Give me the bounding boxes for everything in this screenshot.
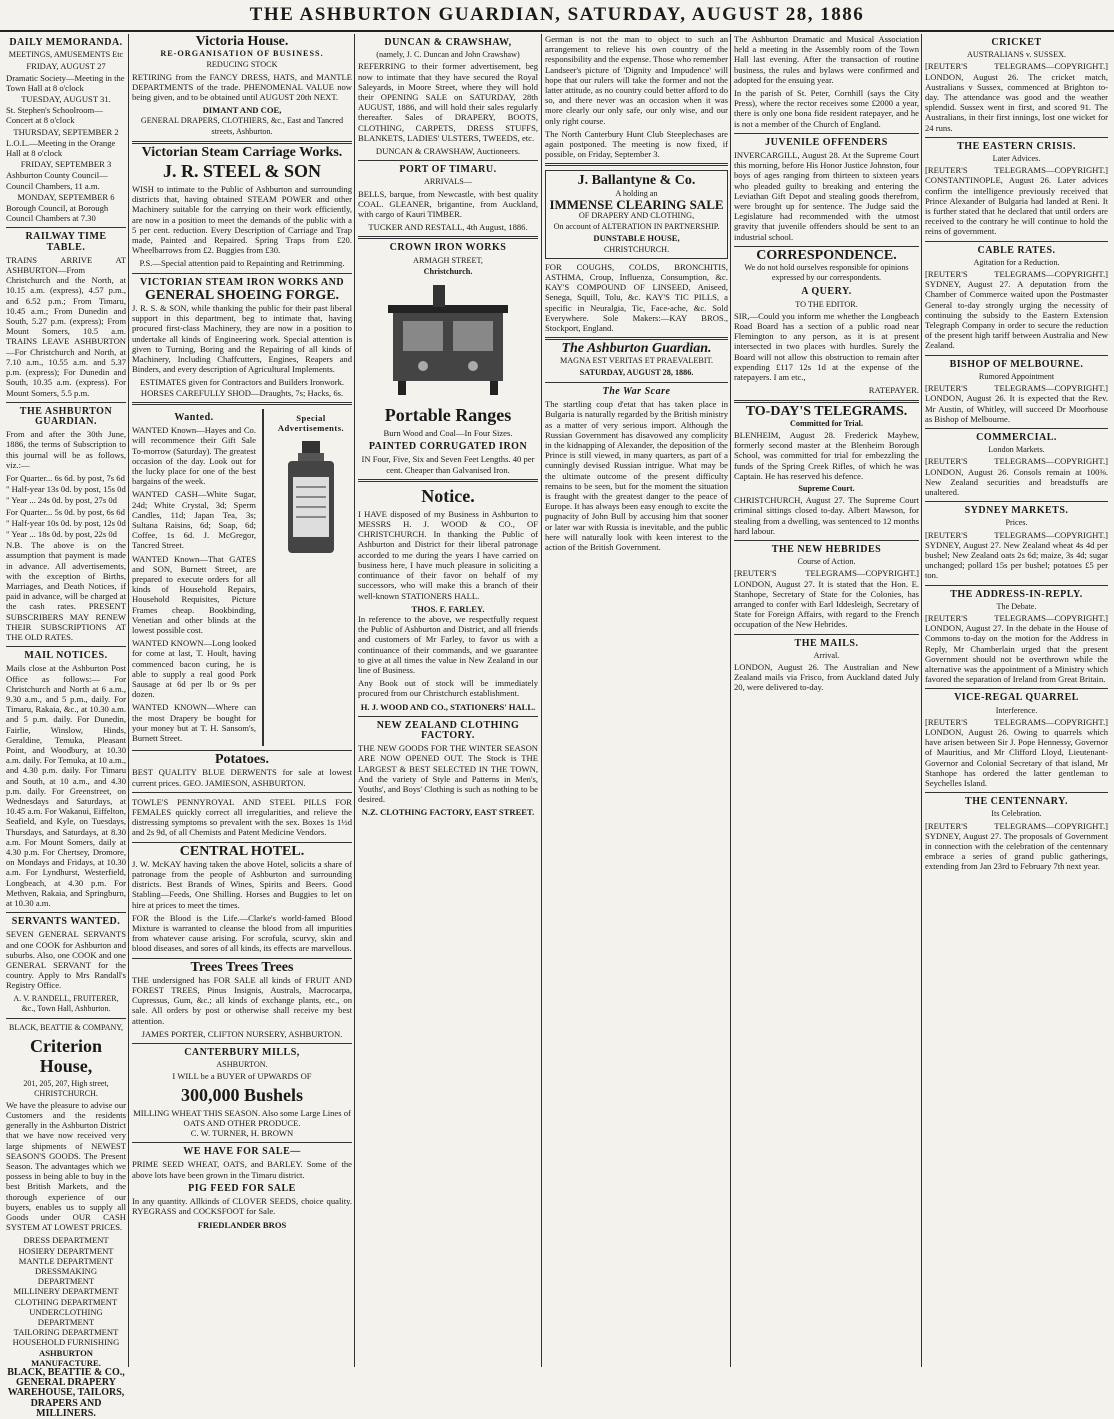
guardian-note: N.B. The above is on the assumption that payment is made in advance. All advertisements, with the exception of Births, Marriages, and Death Notices, if paid in advance, will be charged at the cash rates. PRESENT SUBSCRIBERS MAY RENEW THEIR SUBSCRIPTIONS AT THE OLD RATES. — [6, 540, 126, 642]
bal-sign2: CHRISTCHURCH. — [603, 244, 670, 254]
divider — [734, 540, 919, 541]
vr-title: VICE-REGAL QUARREL — [954, 692, 1079, 704]
column-5 — [734, 34, 919, 1367]
term-line: " Year ... 18s 0d. by post, 22s 0d — [6, 528, 117, 539]
wanted-item: WANTED CASH—White Sugar, 24d; White Crystal, 3d; Sperm Candles, 11d; Japan Tea, 3s; Sultana Raisins, 6d; Soap, 6d; Coffee, 1s 6d. J. McGregor, Tancred Street. — [132, 489, 256, 551]
memo-list — [6, 61, 126, 223]
rail-text: TRAINS ARRIVE AT ASHBURTON—From Christchurch and the North, at 10.15 a.m. (express), 4.57 p.m., and 6.52 p.m.; From Timaru, 10.45 a.m.; From Dunedin and South, 5.27 p.m. (express); From Mount Somers, 10.5 a.m. TRAINS LEAVE ASHBURTON—For Christchurch and North, at 7.10 a.m., 10.55 a.m. and 5.37 p.m. (express); For Dunedin and South, 10.35 a.m. (express). For Mount Somers, 5.5 p.m. — [6, 254, 126, 398]
divider — [6, 227, 126, 228]
memo-line: MONDAY, SEPTEMBER 6 — [17, 191, 115, 202]
divider — [358, 160, 538, 161]
divider — [132, 1043, 352, 1044]
potatoes-title: Potatoes. — [214, 752, 270, 768]
term-line: " Year ... 24s 0d. by post, 27s 0d — [6, 495, 117, 506]
department-line: DRESS DEPARTMENT — [23, 1235, 109, 1246]
divider — [925, 501, 1108, 502]
term-line: For Quarter... 6s 6d. by post, 7s 6d — [6, 472, 125, 483]
bal-sub: A holding an — [615, 188, 658, 198]
notice-text2: In reference to the above, we respectfully request the Public of Ashburton and District, and all friends and customers of Mr Farley, to favor us with a continuance of their commands, and we guarantee to give at all times the value in New Zealand in our line of Business. — [358, 613, 538, 675]
vh-text: RETIRING from the FANCY DRESS, HATS, and MANTLE DEPARTMENTS of the trade. PHENOMENAL VALUE now being given, and to be obtained until AUGUST 20th NEXT. — [132, 71, 352, 103]
special-block — [270, 409, 352, 746]
commercial-sub: London Markets. — [988, 445, 1045, 455]
mills-sub: ASHBURTON. — [216, 1060, 268, 1070]
query-sub: TO THE EDITOR. — [795, 299, 858, 309]
query-title: A QUERY. — [801, 286, 852, 298]
department-line: MILLINERY DEPARTMENT — [13, 1286, 119, 1297]
divider — [358, 236, 538, 239]
masthead: THE ASHBURTON GUARDIAN, SATURDAY, AUGUST 28, 1886 — [0, 0, 1114, 32]
dc-title: DUNCAN & CRAWSHAW, — [384, 37, 512, 48]
sale-text: PRIME SEED WHEAT, OATS, and BARLEY. Some of the above lots have been grown in the Timaru district. — [132, 1159, 352, 1180]
hebrides-sub: Course of Action. — [797, 557, 856, 567]
cricket-text: [REUTER'S TELEGRAMS—COPYRIGHT.] LONDON, August 26. The cricket match, Australians v Sussex, commenced at Brighton to-day. The attendance was good and the weather splendid. Sussex went in first, and scored 91. The Australians, in their first innings, lost one wicket for 24 runs. — [925, 61, 1108, 133]
clothing-title: NEW ZEALAND CLOTHING FACTORY. — [376, 719, 520, 741]
guardian-title: THE ASHBURTON GUARDIAN. — [19, 405, 113, 427]
mails-text: LONDON, August 26. The Australian and New Zealand mails via Frisco, from Auckland dated July 20, were delivered to-day. — [734, 661, 919, 693]
vh-sub2: REDUCING STOCK — [206, 60, 278, 70]
bal-sub3: On account of ALTERATION IN PARTNERSHIP. — [553, 222, 720, 232]
wanted-block — [132, 409, 256, 746]
commercial-text: [REUTER'S TELEGRAMS—COPYRIGHT.] LONDON, August 26. Consols remain at 100⅜. New Zealand securities and breadstuffs are unaltered. — [925, 456, 1108, 497]
towle-text: TOWLE'S PENNYROYAL AND STEEL PILLS FOR FEMALES quickly correct all irregularities, and relieve the distressing symptoms so prevalent with the sex. Boxes 1s 1½d and 2s 9d, of all Chemists and Patent Medicine Vendors. — [132, 796, 352, 838]
divider — [358, 479, 538, 482]
divider — [925, 585, 1108, 586]
column-2 — [132, 34, 352, 1367]
vsi-text: J. R. S. & SON, while thanking the public for their past liberal support in this department, beg to intimate that, having procured first-class Machinery, they are now in a position to undertake all kinds of Engineering work. Special attention is given to Turning, Boring and the Repairing of all kinds of Machinery, Including Chaffcutters, Engines, Reapers and Binders, and every description of Agricultural Implements. — [132, 303, 352, 375]
divider — [132, 1142, 352, 1143]
ranges-text: Burn Wood and Coal—In Four Sizes. — [383, 428, 513, 439]
juvenile-text: INVERCARGILL, August 28. At the Supreme Court this morning, before His Honor Justice Johnston, four boys of ages ranging from thirteen to sixteen years who pleaded guilty to breaking and entering the Leviathan Gift Depot and stealing goods therefrom, were brought up for sentence. The Judge said the Legislature had recommended with the utmost gravity that juvenile offenders should be sent to an industrial school. — [734, 150, 919, 242]
port-text: BELLS, barque, from Newcastle, with best quality COAL. GLEANER, brigantine, from Auckland, with cargo of Kauri TIMBER. — [358, 188, 538, 220]
crown-sub: ARMAGH STREET, — [413, 255, 483, 265]
criterion-addr: 201, 205, 207, High street, CHRISTCHURCH. — [23, 1079, 109, 1099]
reply-title: THE ADDRESS-IN-REPLY. — [950, 588, 1083, 600]
bal-big: IMMENSE CLEARING SALE — [549, 196, 724, 212]
tel-text: BLENHEIM, August 28. Frederick Mayhew, formerly second master at the Blenheim Borough School, was committed for trial for embezzling the funds of the Spring Creek Rifles, of which he was Captain. He has reserved his defence. — [734, 429, 919, 481]
vh-title: Victoria House. — [195, 34, 289, 49]
divider — [132, 958, 352, 959]
column-rule — [354, 34, 355, 1367]
vsi-foot: HORSES CAREFULLY SHOD—Draughts, 7s; Hacks, 6s. — [140, 387, 344, 398]
criterion-pre: BLACK, BEATTIE & COMPANY, — [8, 1023, 123, 1033]
gm-text: German is not the man to object to such an arrangement to relieve his own country of the responsibility and the expense. Those who remember Landseer's picture of 'Dignity and Impudence' will hope that our rulers will take the former and not the latter attitude, as no country could better afford to do so, and there never was an occasion when it was more clearly our only safe, our only wise, and our only right course. — [545, 34, 728, 126]
corr-title: CORRESPONDENCE. — [756, 247, 897, 263]
pig-sign: FRIEDLANDER BROS — [197, 1219, 287, 1230]
divider — [6, 646, 126, 647]
divider — [132, 792, 352, 793]
paper-date: SATURDAY, AUGUST 28, 1886. — [579, 367, 694, 377]
sydney-title: SYDNEY MARKETS. — [964, 505, 1069, 517]
divider — [6, 402, 126, 403]
divider — [925, 355, 1108, 356]
vs-text: WISH to intimate to the Public of Ashburton and surrounding districts that, having obtained STEAM POWER and other Machinery suitable for the carrying on their work efficiently, are now in a position to meet the demands of the public with a 5 per cent. reduction. Every Description of Carriage and Trap made, Painted and Repaired. Spring Traps from £20. Wheelbarrows from £2. Buggies from £30. — [132, 184, 352, 256]
divider — [358, 716, 538, 717]
vh-sub: RE-ORGANISATION OF BUSINESS. — [160, 49, 324, 59]
ad-text: The Ashburton Dramatic and Musical Association held a meeting in the Assembly room of the Town Hall last evening. After the transaction of routine business, the rules and bylaws were confirmed and adopted for the ensuing year. — [734, 34, 919, 85]
news-text: In the parish of St. Peter, Cornhill (says the City Press), where the rector receives some £2000 a year, there is only one bona fide resident ratepayer, and he is not a member of the Church of England. — [734, 88, 919, 129]
crown-title: CROWN IRON WORKS — [389, 242, 507, 254]
wanted-item: WANTED KNOWN—Long looked for come at last, T. Hoult, having commenced bacon curing, he is able to supply a real good Pork Sausage at 6d per lb or 9s per dozen. — [132, 638, 256, 700]
criterion-text: We have the pleasure to advise our Customers and the residents generally in the Ashburton District that we have now received very large shipments of NEWEST SEASON'S GOODS. The Present Season. The advantages which we possess in being able to buy in the best British Markets, and the thorough experience of our buyers, enables us to supply all Goods under OUR CASH SYSTEM AT LOWEST PRICES. — [6, 1099, 126, 1233]
divider — [132, 842, 352, 843]
divider — [545, 382, 728, 383]
medicine-bottle-illustration — [276, 437, 346, 557]
servants-text: SEVEN GENERAL SERVANTS and one COOK for Ashburton and suburbs. Also, one COOK and one GENERAL SERVANT for the country. Apply to Mrs Randall's Registry Office. — [6, 929, 126, 991]
notice-sign: THOS. F. FARLEY. — [411, 603, 485, 614]
hunt-text: The North Canterbury Hunt Club Steeplechases are again postponed. The meeting is now fixed, if possible, on Friday, September 3. — [545, 128, 728, 160]
divider — [6, 1018, 126, 1019]
notice-title: Notice. — [421, 485, 475, 506]
paper-title: The Ashburton Guardian. — [561, 341, 712, 357]
memo-line: THURSDAY, SEPTEMBER 2 — [13, 126, 119, 137]
cent-title: THE CENTENNARY. — [965, 796, 1068, 808]
department-line: DRESSMAKING DEPARTMENT — [34, 1265, 98, 1287]
cent-sub: Its Celebration. — [991, 809, 1042, 819]
port-sub: ARRIVALS— — [423, 177, 473, 187]
memo-sub: MEETINGS, AMUSEMENTS Etc — [8, 50, 124, 60]
servants-sign: A. V. RANDELL, FRUITERER, &c., Town Hall, Ashburton. — [13, 993, 119, 1013]
vsi-title: VICTORIAN STEAM IRON WORKS AND — [139, 276, 345, 288]
mails-title: THE MAILS. — [794, 637, 859, 649]
dc-sign: DUNCAN & CRAWSHAW, Auctioneers. — [375, 146, 521, 157]
term-line: For Quarter... 5s 0d. by post, 6s 6d — [6, 506, 125, 517]
column-rule — [921, 34, 922, 1367]
memo-line: St. Stephen's Schoolroom—Concert at 8 o'clock — [6, 105, 103, 126]
trees-sign: JAMES PORTER, CLIFTON NURSERY, ASHBURTON. — [141, 1028, 343, 1039]
hebrides-title: THE NEW HEBRIDES — [771, 543, 882, 555]
divider — [132, 402, 352, 405]
cable-text: [REUTER'S TELEGRAMS—COPYRIGHT.] SYDNEY, August 27. A deputation from the Chamber of Commerce waited upon the Postmaster General to-day strongly urging the necessity of continuing the subsidy to the Eastern Extension Telegraph Company in order to secure the reduction of the present high tariff between Australia and New Zealand. — [925, 269, 1108, 351]
trees-title: Trees Trees Trees — [190, 959, 294, 975]
column-6 — [925, 34, 1108, 1367]
divider — [734, 246, 919, 247]
special-title: Special Advertisements. — [277, 412, 345, 434]
term-line: " Half-year 13s 0d. by post, 15s 0d — [6, 484, 126, 495]
ballantyne-ad — [545, 170, 728, 258]
crown-sub2: Christchurch. — [423, 266, 473, 276]
mills-text: I WILL be a BUYER of UPWARDS OF — [172, 1071, 312, 1082]
column-rule — [262, 409, 264, 746]
iron-title: PAINTED CORRUGATED IRON — [368, 441, 528, 453]
clothing-text: THE NEW GOODS FOR THE WINTER SEASON ARE NOW OPENED OUT. The Stock is THE LARGEST & BEST SELECTED IN THE TOWN, And the variety of Style and Patterns in Men's, Youths', and Boys' Clothing is such as nothing to be desired. — [358, 743, 538, 805]
mails-sub: Arrival. — [813, 650, 840, 660]
bal-sign: DUNSTABLE HOUSE, — [593, 233, 680, 244]
column-rule — [128, 34, 129, 1367]
divider — [132, 273, 352, 274]
central-text: J. W. McKAY having taken the above Hotel, solicits a share of patronage from the people of Ashburton and surrounding districts. Best Brands of Wines, Spirits and Beers. Good Stabling—Feeds, One Shilling. Horses and Buggies to let on hire at prices to meet the times. — [132, 858, 352, 910]
divider — [132, 141, 352, 144]
divider — [734, 400, 919, 403]
vs-name: J. R. STEEL & SON — [162, 161, 322, 182]
wanted-item: WANTED KNOWN—Where can the most Drapery be bought for your money but at T. H. Sansom's, Burnett Street. — [132, 702, 256, 743]
pig-text: In any quantity. Allkinds of CLOVER SEEDS, choice quality. RYEGRASS and COCKSFOOT for Sale. — [132, 1196, 352, 1217]
sc-title: Supreme Court. — [798, 483, 855, 493]
memo-line: Borough Council, at Borough Council Chambers at 7.30 — [6, 203, 109, 224]
iron-text: IN Four, Five, Six and Seven Feet Lengths. 40 per cent. Cheaper than Galvanised Iron. — [361, 454, 535, 475]
mills-text2: MILLING WHEAT THIS SEASON. Also some Large Lines of OATS AND OTHER PRODUCE. — [133, 1107, 351, 1128]
divider — [545, 163, 728, 166]
column-3 — [358, 34, 538, 1367]
divider — [925, 688, 1108, 689]
eastern-text: [REUTER'S TELEGRAMS—COPYRIGHT.] CONSTANTINOPLE, August 26. Later advices confirm the intelligence previously received that Prince Alexander of Bulgaria had landed at Reni. It is further stated that he declared that until orders are received to the contrary he will continue to hold the reins of government. — [925, 165, 1108, 237]
divider — [6, 912, 126, 913]
vh-sign: DIMANT AND COE, — [202, 105, 282, 116]
vsi-note: ESTIMATES given for Contractors and Builders Ironwork. — [139, 377, 345, 388]
bishop-sub: Rumored Appointment — [978, 371, 1055, 381]
blood-text: FOR the Blood is the Life.—Clarke's world-famed Blood Mixture is warranted to cleanse the blood from all impurities from whatever cause arising. For scrofula, scurvy, skin and blood diseases, and sores of all kinds, its effects are marvellous. — [132, 912, 352, 954]
paper-motto: MAGNA EST VERITAS ET PRAEVALEBIT. — [559, 356, 714, 366]
cricket-title: CRICKET — [991, 37, 1042, 48]
portable-range-illustration — [373, 281, 523, 401]
ranges-title: Portable Ranges — [384, 405, 512, 426]
cent-text: [REUTER'S TELEGRAMS—COPYRIGHT.] SYDNEY, August 27. The proposals of Government in connection with the celebration of the centennary embrace a series of grand public gatherings, extending from Jan 23rd to February 7th next year. — [925, 820, 1108, 872]
mills-big: 300,000 Bushels — [180, 1084, 304, 1105]
tel-sub: Committed for Trial. — [790, 418, 863, 428]
memo-line: L.O.L.—Meeting in the Orange Hall at 8 o'clock — [6, 137, 116, 159]
mail-text: Mails close at the Ashburton Post Office as follows:— For Christchurch and North at 6 a.m., 9.30 a.m., and 5 p.m., daily. For Timaru, Rakaia, &c., at 10.30 a.m. and 5 p.m. daily. For Dunedin, Fairlie, Winslow, Hinds, Geraldine, Temuka, Pleasant Point, and Woodbury, at 10.30 a.m. daily. For Temuka, at 10 a.m., and 4.30 p.m. daily. For Timaru and South, at 10 a.m., and 4.30 p.m. daily. For Greenstreet, on Wednesdays and Saturdays, at 10.45 a.m. For Wakanui, Eiffelton, Seafield, and Kyle, on Tuesdays, Thursdays, and Saturdays, at 8.30 a.m. For Mount Somers, daily at 4.30 p.m. For Chertsey, Dromore, on Mondays and Fridays, at 10.30 a.m. For Lyndhurst, Westerfield, Longbeach, at 4.30 p.m. For Methven, Rakaia, and Springburn, at 10.30 a.m. — [6, 663, 126, 909]
war-title: The War Scare — [602, 385, 671, 397]
divider — [734, 133, 919, 134]
trees-text: THE undersigned has FOR SALE all kinds of FRUIT AND FOREST TREES, Pinus Insignis, Australs, Macrocarpa, Cupressus, Gum, &c.; all kinds of exchange plants, etc., on sale. All orders by post or otherwise shall receive my best attention. — [132, 974, 352, 1026]
vh-sign2: GENERAL DRAPERS, CLOTHIERS, &c., East and Tancred streets, Ashburton. — [140, 116, 344, 136]
department-line: CLOTHING DEPARTMENT — [14, 1296, 118, 1307]
juvenile-title: JUVENILE OFFENDERS — [765, 136, 888, 148]
mills-title: CANTERBURY MILLS, — [184, 1047, 300, 1059]
notice-text3: Any Book out of stock will be immediately procured from our Christchurch establishment. — [358, 678, 538, 699]
dc-sub: (namely, J. C. Duncan and John Crawshaw) — [376, 50, 520, 60]
pig-title: PIG FEED FOR SALE — [188, 1182, 296, 1194]
column-4 — [545, 34, 728, 1367]
clothing-sign: N.Z. CLOTHING FACTORY, EAST STREET. — [361, 807, 535, 818]
guardian-text: From and after the 30th June, 1886, the terms of Subscription to this journal will be as follows, viz.:— — [6, 429, 126, 470]
sc-text: CHRISTCHURCH, August 27. The Supreme Court criminal sittings closed to-day. Albert Mawson, for stealing from a dwelling, was sentenced to 12 months hard labour. — [734, 495, 919, 536]
mail-title: MAIL NOTICES. — [24, 650, 108, 662]
divider — [925, 137, 1108, 138]
department-line: HOUSEHOLD FURNISHING — [12, 1337, 120, 1348]
reply-text: [REUTER'S TELEGRAMS—COPYRIGHT.] LONDON, August 27. In the debate in the House of Commons to-day on the motion for the Address in Reply, Mr Chamberlain urged that the present Government should not be overthrown while the alternative was the appointment of a Ministry which favored the separation of Ireland from Great Britain. — [925, 612, 1108, 685]
divider — [925, 428, 1108, 429]
central-title: CENTRAL HOTEL. — [179, 843, 305, 859]
column-rule — [541, 34, 542, 1367]
divider — [132, 750, 352, 751]
memo-line: TUESDAY, AUGUST 31. — [21, 94, 111, 105]
notice-sign2: H. J. WOOD AND CO., STATIONERS' HALL. — [360, 701, 536, 712]
department-line: UNDERCLOTHING DEPARTMENT — [29, 1306, 103, 1327]
kays-text: FOR COUGHS, COLDS, BRONCHITIS, ASTHMA, Croup, Influenza, Consumption, &c. KAY'S COMPOUND OF LINSEED, Aniseed, Senega, Squill, Tolu, &c. KAY'S TIC PILLS, a specific in Neuralgia, Tic, Face-ache, &c. Sold Everywhere. Sole Makers:—KAY BROS., Stockport, England. — [545, 261, 728, 334]
department-line: HOSIERY DEPARTMENT — [18, 1245, 114, 1256]
divider — [734, 634, 919, 635]
column-1 — [6, 34, 126, 1419]
dc-text: REFERRING to their former advertisement, beg now to intimate that they have secured the Royal Saleyards, in Moore Street, where they will hold their OPENING SALE on SATURDAY, 28th AUGUST, 1886, and will hold their sales regularly thereafter. Sales of DRAPERY, BOOTS, CLOTHING, CARPETS, DRESS STUFFS, BLANKETS, LADIES' ULSTERS, TWEEDS, etc. — [358, 61, 538, 143]
criterion-foot: ASHBURTON MANUFACTURE. — [31, 1347, 101, 1368]
reply-sub: The Debate. — [996, 601, 1037, 611]
bal-sub2: OF DRAPERY AND CLOTHING, — [578, 211, 695, 221]
war-text: The startling coup d'etat that has taken place in Bulgaria is naturally regarded by the British ministry as a matter of very serious import. Although the Russian Government has disavowed any complicity in the kidnapping of Alexander, the deposition of the Prince is still viewed, in many quarters, as part of a cunningly devised Russian intrigue. What may be the ultimate outcome of the present difficulty remains to be seen, but for the moment the situation is fraught with the greatest danger to the peace of Europe. It has always been easy enough to excite the pugnacity of John Bull by accusing him that sooner or later war with Russia is inevitable, and the public here will naturally look with keen interest to the action of the British Government. — [545, 399, 728, 552]
servants-title: SERVANTS WANTED. — [11, 916, 121, 928]
notice-text: I HAVE disposed of my Business in Ashburton to MESSRS H. J. WOOD & CO., OF CHRISTCHURCH. In thanking the Public of Ashburton and District for their liberal patronage accorded to me during the years I have carried on business here, I have much pleasure in soliciting a continuance of their favor on behalf of my successors, who will make this a branch of their well-known STATIONERS HALL. — [358, 508, 538, 601]
vr-sub: Interference. — [995, 705, 1038, 715]
memo-title: DAILY MEMORANDA. — [9, 37, 123, 48]
wanted-title: Wanted. — [174, 411, 214, 423]
criterion-sign: BLACK, BEATTIE & CO., GENERAL DRAPERY WAREHOUSE, TAILORS, DRAPERS AND MILLINERS. — [7, 1366, 125, 1419]
bishop-text: [REUTER'S TELEGRAMS—COPYRIGHT.] LONDON, August 26. It is expected that the Rev. Mr Austin, of Whitley, will succeed Dr Moorhouse as Bishop of Melbourne. — [925, 383, 1108, 424]
rail-title: RAILWAY TIME TABLE. — [25, 231, 107, 253]
port-title: PORT OF TIMARU. — [399, 164, 497, 176]
department-line: TAILORING DEPARTMENT — [13, 1327, 119, 1338]
sydney-sub: Prices. — [1005, 518, 1028, 528]
port-sign: TUCKER AND RESTALL, 4th August, 1886. — [368, 222, 528, 233]
wanted-item: WANTED Known—Hayes and Co. will recommence their Gift Sale To-morrow (Saturday). The greatest occasion of the day. Look out for the lucky place for one of the best bargains of the week. — [132, 425, 256, 487]
memo-line: FRIDAY, SEPTEMBER 3 — [20, 159, 112, 170]
wanted-row — [132, 409, 352, 746]
bishop-title: BISHOP OF MELBOURNE. — [949, 358, 1084, 370]
wanted-item: WANTED Known—That GATES and SON, Burnett Street, are prepared to execute orders for all kinds of Household Repairs, Household Requisites, Picture Frames cheap. Bookbinding, Venetian and other blinds at the lowest possible cost. — [132, 553, 256, 635]
corr-note: We do not hold ourselves responsible for opinions expressed by our correspondents. — [744, 263, 909, 283]
eastern-title: THE EASTERN CRISIS. — [957, 140, 1076, 152]
commercial-title: COMMERCIAL. — [976, 431, 1057, 443]
column-rule — [730, 34, 731, 1367]
sydney-text: [REUTER'S TELEGRAMS—COPYRIGHT.] SYDNEY, August 27. New Zealand wheat 4s 4d per bushel; New Zealand oats 2s 6d; maize, 3s 4d; sugar unchanged; pollard 15s per bushel; potatoes £5 per ton. — [925, 529, 1108, 581]
cable-title: CABLE RATES. — [977, 244, 1056, 256]
cricket-sub: AUSTRALIANS v. SUSSEX. — [966, 50, 1067, 60]
vsi-title2: GENERAL SHOEING FORGE. — [144, 287, 340, 303]
potatoes-text: BEST QUALITY BLUE DERWENTS for sale at lowest current prices. GEO. JAMIESON, ASHBURTON. — [132, 767, 352, 788]
eastern-sub: Later Advices. — [992, 154, 1041, 164]
memo-line: FRIDAY, AUGUST 27 — [26, 61, 106, 72]
query-text: SIR,—Could you inform me whether the Longbeach Road Board has a section of a public road near Flemington to any person, as it is at present intersected in two places with hurdles. Surely the Board will not allow this obstruction to remain after expending £117 12s 1d at the expense of the ratepayers. I am etc., — [734, 310, 919, 383]
memo-line: Dramatic Society—Meeting in the Town Hall at 8 o'clock — [6, 72, 125, 93]
criterion-title: Criterion House, — [30, 1036, 102, 1077]
bal-title: J. Ballantyne & Co. — [577, 173, 696, 189]
vs-title: Victorian Steam Carriage Works. — [141, 144, 343, 160]
sale-title: WE HAVE FOR SALE— — [183, 1146, 301, 1158]
cable-sub: Agitation for a Reduction. — [973, 257, 1060, 267]
hebrides-text: [REUTER'S TELEGRAMS—COPYRIGHT.] LONDON, August 27. It is stated that the Hon. E. Stanhope, Secretary of State for the Colonies, has arranged to confer with Earl Iddesleigh, Secretary of State for Foreign Affairs, with regard to the French occupation of the New Hebrides. — [734, 568, 919, 630]
term-line: " Half-year 10s 0d. by post, 12s 0d — [6, 517, 126, 528]
divider — [925, 241, 1108, 242]
vs-note: P.S.—Special attention paid to Repainting and Retrimming. — [139, 258, 345, 269]
vr-text: [REUTER'S TELEGRAMS—COPYRIGHT.] LONDON, August 26. Owing to quarrels which have arisen between Sir J. Pope Hennessy, Governor of Mauritius, and Mr Clifford Lloyd, Lieutenant-Governor and Colonial Secretary of that island, Mr Stanhope has ordered the latter gentleman to Seychelles Island. — [925, 716, 1108, 788]
tel-title: TO-DAY'S TELEGRAMS. — [745, 403, 908, 419]
query-sign: RATEPAYER. — [868, 385, 919, 396]
divider — [545, 337, 728, 340]
divider — [925, 792, 1108, 793]
mills-sign: C. W. TURNER, H. BROWN — [190, 1128, 294, 1139]
department-line: MANTLE DEPARTMENT — [18, 1255, 114, 1266]
memo-line: Ashburton County Council—Council Chambers, 11 a.m. — [6, 170, 108, 191]
